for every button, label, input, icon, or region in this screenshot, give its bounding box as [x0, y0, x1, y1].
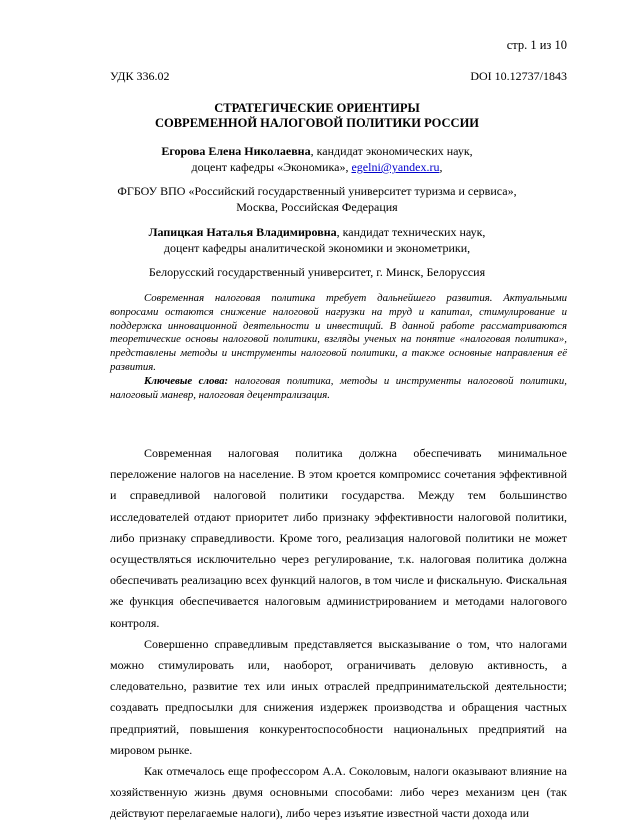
author-2-name: Лапицкая Наталья Владимировна — [148, 225, 337, 239]
keywords-label: Ключевые слова: — [144, 374, 229, 387]
article-title — [0, 101, 634, 131]
author-1-line-1 — [0, 143, 634, 159]
udk-code: УДК 336.02 — [110, 69, 170, 83]
author-2-line-1 — [0, 224, 634, 240]
title-line-1: СТРАТЕГИЧЕСКИЕ ОРИЕНТИРЫ — [214, 101, 420, 115]
title-line-2: СОВРЕМЕННОЙ НАЛОГОВОЙ ПОЛИТИКИ РОССИИ — [154, 116, 480, 130]
keywords — [110, 375, 567, 403]
body-paragraph-2: Совершенно справедливым представляется высказывание о том, что налогами можно стимулировать или, наоборот, ограничивать деловую активность, а следовательно, развитие тех или иных отраслей предпринимательской деятельности; создавать предпосылки для снижения издержек производства и обращения частных предприятий, повышения конкурентоспособности национальных предприятий на мировом рынке. — [110, 636, 567, 757]
author-1-line-2 — [0, 159, 634, 175]
page-number: стр. 1 из 10 — [506, 38, 567, 52]
affiliation-1-line-2: Москва, Российская Федерация — [236, 200, 398, 214]
author-1-email-suffix: , — [439, 160, 443, 174]
author-1-degree: , кандидат экономических наук, — [310, 144, 473, 158]
author-2-position: доцент кафедры аналитической экономики и эконометрики, — [163, 241, 471, 255]
affiliation-2 — [0, 264, 634, 280]
author-2-degree: , кандидат технических наук, — [336, 225, 486, 239]
author-1 — [0, 143, 634, 175]
abstract — [110, 292, 567, 402]
author-2 — [0, 224, 634, 256]
affiliation-1-line-1: ФГБОУ ВПО «Российский государственный университет туризма и сервиса», — [117, 184, 517, 198]
body-paragraph-3: Как отмечалось еще профессором А.А. Соколовым, налоги оказывают влияние на хозяйственную жизнь двумя основными способами: либо через механизм цен (так действуют перелагаемые налоги), либо через изъятие известной части дохода или — [110, 764, 567, 820]
author-1-position: доцент кафедры «Экономика», — [191, 160, 352, 174]
doi-code: DOI 10.12737/1843 — [470, 69, 567, 83]
affiliation-2-line-1: Белорусский государственный университет, г. Минск, Белоруссия — [148, 265, 486, 279]
author-1-name: Егорова Елена Николаевна — [161, 144, 311, 158]
keywords-list: налоговая политика, методы и инструменты налоговой политики, налоговый маневр, налоговая децентрализация. — [110, 374, 567, 401]
udk-doi-row — [110, 69, 567, 84]
affiliation-1 — [0, 183, 634, 215]
abstract-text: Современная налоговая политика требует дальнейшего развития. Актуальными вопросами остаются снижение налоговой нагрузки на труд и капитал, стимулирование и поддержка инновационной деятельности и инвестиций. В данной работе рассматриваются теоретические основы налоговой политики, взгляды ученых на понятие «налоговая политика», представлены методы и инструменты налоговой политики, а также основные направления её развития. — [110, 292, 567, 373]
body-paragraph-1: Современная налоговая политика должна обеспечивать минимальное переложение налогов на население. В этом кроется компромисс сочетания эффективной и справедливой налоговой политики государства. Между тем большинство исследователей отдают приоритет либо признаку эффективности налоговой политики, либо признаку справедливости. Кроме того, реализация налоговой политики не может осуществляться исключительно через регулирование, т.к. налоговая политика должна обеспечивать реализацию всех функций налогов, в том числе и фискальную. Фискальная же функция обеспечивается налоговым администрированием и методами налогового контроля. — [110, 446, 567, 630]
article-body — [110, 443, 567, 820]
author-1-email-link[interactable]: egelni@yandex.ru — [351, 160, 440, 174]
